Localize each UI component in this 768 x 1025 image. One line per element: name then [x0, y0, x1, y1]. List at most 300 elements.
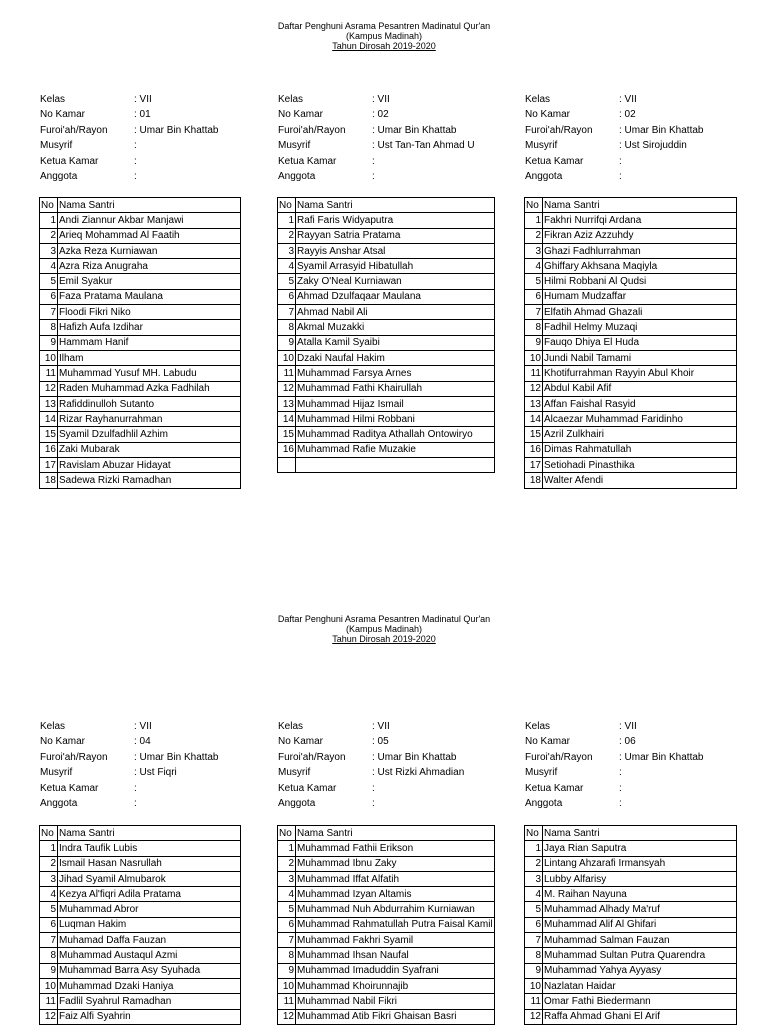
rayon-label: Furoi'ah/Rayon — [40, 751, 108, 763]
kamar-label: No Kamar — [278, 109, 324, 121]
row-number: 3 — [40, 243, 58, 258]
student-name: Syamil Arrasyid Hibatullah — [296, 259, 495, 274]
row-number: 7 — [40, 305, 58, 320]
student-name: Muhammad Farsya Arnes — [296, 366, 495, 381]
table-row — [525, 902, 737, 917]
kamar-value: : 01 — [134, 109, 151, 121]
table-row — [278, 366, 495, 381]
student-table — [39, 197, 241, 489]
table-row — [278, 350, 495, 365]
row-number: 11 — [40, 366, 58, 381]
kelas-label: Kelas — [40, 94, 66, 105]
row-number: 14 — [525, 412, 543, 427]
row-number: 8 — [278, 948, 296, 963]
student-name: Muhammad Atib Fikri Ghaisan Basri — [296, 1009, 495, 1024]
room-block — [278, 92, 498, 184]
musyrif-value: : — [619, 767, 622, 779]
table-row — [278, 228, 495, 243]
musyrif-label: Musyrif — [278, 767, 311, 779]
table-row — [278, 305, 495, 320]
row-number: 3 — [278, 871, 296, 886]
table-row — [525, 1009, 737, 1024]
table-row — [40, 320, 241, 335]
room-block — [525, 719, 745, 811]
ketua-label: Ketua Kamar — [278, 782, 337, 794]
table-row — [40, 871, 241, 886]
room-info — [525, 92, 745, 184]
student-table — [39, 825, 241, 1025]
table-row — [278, 289, 495, 304]
student-name: Jihad Syamil Almubarok — [58, 871, 241, 886]
rayon-label: Furoi'ah/Rayon — [525, 124, 593, 136]
table-header-row — [278, 826, 495, 841]
row-number: 8 — [40, 320, 58, 335]
row-number: 10 — [525, 978, 543, 993]
student-table — [277, 197, 495, 473]
kelas-value: : VII — [372, 94, 390, 105]
table-row — [40, 228, 241, 243]
table-row — [40, 458, 241, 473]
student-name: Omar Fathi Biedermann — [543, 994, 737, 1009]
row-number: 7 — [278, 305, 296, 320]
table-row — [278, 442, 495, 457]
student-name: Elfatih Ahmad Ghazali — [543, 305, 737, 320]
kelas-value: : VII — [372, 721, 390, 732]
row-number: 15 — [525, 427, 543, 442]
row-number: 1 — [278, 841, 296, 856]
row-number: 2 — [525, 228, 543, 243]
table-row — [278, 243, 495, 258]
no-column-header: No — [525, 826, 543, 841]
table-row — [40, 213, 241, 228]
table-row — [40, 887, 241, 902]
student-name: Muhammad Fakhri Syamil — [296, 933, 495, 948]
table-row — [40, 473, 241, 488]
table-row — [278, 994, 495, 1009]
ketua-value: : — [619, 155, 622, 167]
name-column-header: Nama Santri — [543, 826, 737, 841]
table-row — [40, 274, 241, 289]
musyrif-label: Musyrif — [40, 767, 73, 779]
student-name: Floodi Fikri Niko — [58, 305, 241, 320]
table-row — [40, 396, 241, 411]
section-1-header — [0, 21, 768, 51]
header-year: Tahun Dirosah 2019-2020 — [332, 634, 436, 644]
table-row — [525, 427, 737, 442]
table-row — [40, 994, 241, 1009]
student-name: Muhammad Nabil Fikri — [296, 994, 495, 1009]
row-number: 14 — [278, 412, 296, 427]
rayon-value: : Umar Bin Khattab — [134, 751, 219, 763]
student-name: Muhammad Alif Al Ghifari — [543, 917, 737, 932]
ketua-value: : — [372, 782, 375, 794]
student-name: Hilmi Robbani Al Qudsi — [543, 274, 737, 289]
row-number: 16 — [40, 442, 58, 457]
table-row — [40, 1009, 241, 1024]
row-number: 8 — [40, 948, 58, 963]
row-number: 10 — [278, 350, 296, 365]
ketua-label: Ketua Kamar — [40, 155, 99, 167]
table-row — [525, 396, 737, 411]
row-number: 6 — [40, 289, 58, 304]
student-name: Nazlatan Haidar — [543, 978, 737, 993]
table-row — [278, 1009, 495, 1024]
name-column-header: Nama Santri — [296, 198, 495, 213]
kelas-value: : VII — [619, 94, 637, 105]
student-name: Arieq Mohammad Al Faatih — [58, 228, 241, 243]
table-row — [525, 289, 737, 304]
student-name: Abdul Kabil Afif — [543, 381, 737, 396]
row-number: 13 — [278, 396, 296, 411]
row-number: 4 — [278, 887, 296, 902]
room-block — [40, 719, 260, 811]
row-number: 10 — [40, 978, 58, 993]
student-name: Muhammad Austaqul Azmi — [58, 948, 241, 963]
student-name: Muhammad Rafie Muzakie — [296, 442, 495, 457]
musyrif-value: : — [134, 140, 137, 152]
rayon-label: Furoi'ah/Rayon — [40, 124, 108, 136]
row-number: 9 — [40, 335, 58, 350]
row-number: 5 — [40, 902, 58, 917]
student-name: Muhammad Nuh Abdurrahim Kurniawan — [296, 902, 495, 917]
student-name: Fakhri Nurrifqi Ardana — [543, 213, 737, 228]
table-row — [525, 473, 737, 488]
anggota-value: : — [134, 798, 137, 810]
row-number: 12 — [40, 1009, 58, 1024]
row-number: 11 — [525, 366, 543, 381]
musyrif-label: Musyrif — [40, 140, 73, 152]
rayon-value: : Umar Bin Khattab — [134, 124, 219, 136]
kamar-label: No Kamar — [40, 736, 86, 748]
student-name: Rafi Faris Widyaputra — [296, 213, 495, 228]
kelas-label: Kelas — [525, 721, 551, 732]
rayon-label: Furoi'ah/Rayon — [278, 751, 346, 763]
table-row — [278, 396, 495, 411]
musyrif-label: Musyrif — [278, 140, 311, 152]
ketua-label: Ketua Kamar — [525, 782, 584, 794]
student-name: Faiz Alfi Syahrin — [58, 1009, 241, 1024]
kamar-value: : 02 — [619, 109, 636, 121]
student-name: Rayyan Satria Pratama — [296, 228, 495, 243]
anggota-label: Anggota — [278, 798, 316, 810]
student-name: Lubby Alfarisy — [543, 871, 737, 886]
table-row — [278, 381, 495, 396]
rayon-label: Furoi'ah/Rayon — [525, 751, 593, 763]
ketua-label: Ketua Kamar — [525, 155, 584, 167]
student-name: Dzaki Naufal Hakim — [296, 350, 495, 365]
row-number: 18 — [525, 473, 543, 488]
student-name: Ilham — [58, 350, 241, 365]
table-row — [525, 335, 737, 350]
table-row — [525, 350, 737, 365]
ketua-value: : — [619, 782, 622, 794]
student-name: Azra Riza Anugraha — [58, 259, 241, 274]
row-number: 7 — [278, 933, 296, 948]
row-number: 2 — [278, 228, 296, 243]
row-number: 7 — [40, 933, 58, 948]
row-number: 6 — [525, 289, 543, 304]
student-name: Atalla Kamil Syaibi — [296, 335, 495, 350]
musyrif-value: : Ust Fiqri — [134, 767, 177, 779]
table-row — [40, 841, 241, 856]
table-row — [40, 963, 241, 978]
row-number: 8 — [525, 948, 543, 963]
row-number: 8 — [525, 320, 543, 335]
student-name: Affan Faishal Rasyid — [543, 396, 737, 411]
kamar-label: No Kamar — [525, 736, 571, 748]
kamar-label: No Kamar — [40, 109, 86, 121]
row-number: 12 — [525, 1009, 543, 1024]
row-number: 1 — [525, 213, 543, 228]
student-name: Muhammad Barra Asy Syuhada — [58, 963, 241, 978]
student-name: Muhammad Iffat Alfatih — [296, 871, 495, 886]
ketua-value: : — [134, 155, 137, 167]
table-row — [40, 350, 241, 365]
table-row — [40, 259, 241, 274]
table-row — [278, 917, 495, 932]
rayon-value: : Umar Bin Khattab — [372, 751, 457, 763]
header-title: Daftar Penghuni Asrama Pesantren Madinatul Qur'an — [277, 21, 491, 31]
ketua-value: : — [134, 782, 137, 794]
ketua-label: Ketua Kamar — [278, 155, 337, 167]
anggota-label: Anggota — [525, 171, 563, 183]
table-row — [278, 335, 495, 350]
section-2-header — [0, 614, 768, 644]
row-number: 6 — [525, 917, 543, 932]
row-number: 6 — [40, 917, 58, 932]
student-name: Rizar Rayhanurrahman — [58, 412, 241, 427]
musyrif-value: : Ust Tan-Tan Ahmad U — [372, 140, 475, 152]
student-name: Muhammad Raditya Athallah Ontowiryo — [296, 427, 495, 442]
table-row — [278, 887, 495, 902]
kamar-label: No Kamar — [278, 736, 324, 748]
row-number: 11 — [525, 994, 543, 1009]
row-number: 1 — [40, 213, 58, 228]
room-block — [278, 719, 498, 811]
table-row — [40, 366, 241, 381]
room-info — [278, 719, 498, 811]
table-row — [40, 902, 241, 917]
row-number: 9 — [525, 335, 543, 350]
anggota-label: Anggota — [525, 798, 563, 810]
student-name: Muhammad Yusuf MH. Labudu — [58, 366, 241, 381]
row-number: 2 — [278, 856, 296, 871]
kelas-label: Kelas — [40, 721, 66, 732]
student-name: Muhammad Yahya Ayyasy — [543, 963, 737, 978]
anggota-value: : — [372, 171, 375, 183]
row-number: 15 — [40, 427, 58, 442]
row-number: 10 — [40, 350, 58, 365]
row-number: 1 — [40, 841, 58, 856]
table-row — [40, 305, 241, 320]
musyrif-label: Musyrif — [525, 767, 558, 779]
student-name: Muhammad Alhady Ma'ruf — [543, 902, 737, 917]
table-row — [525, 871, 737, 886]
table-row — [278, 841, 495, 856]
student-name: Muhammad Ibnu Zaky — [296, 856, 495, 871]
row-number: 9 — [278, 335, 296, 350]
header-year: Tahun Dirosah 2019-2020 — [332, 41, 436, 51]
row-number: 11 — [40, 994, 58, 1009]
room-info — [525, 719, 745, 811]
row-number: 2 — [40, 228, 58, 243]
table-row — [278, 259, 495, 274]
name-column-header: Nama Santri — [296, 826, 495, 841]
row-number: 11 — [278, 994, 296, 1009]
row-number: 11 — [278, 366, 296, 381]
table-row — [525, 994, 737, 1009]
student-name: Hafizh Aufa Izdihar — [58, 320, 241, 335]
student-name: Muhammad Hilmi Robbani — [296, 412, 495, 427]
anggota-value: : — [372, 798, 375, 810]
row-number: 3 — [278, 243, 296, 258]
student-name: Muhammad Izyan Altamis — [296, 887, 495, 902]
room-info — [40, 719, 260, 811]
room-block — [525, 92, 745, 184]
kelas-value: : VII — [134, 94, 152, 105]
table-row — [525, 213, 737, 228]
student-name: Muhammad Rahmatullah Putra Faisal Kamil — [296, 917, 495, 932]
student-name: Ahmad Dzulfaqaar Maulana — [296, 289, 495, 304]
table-row — [525, 841, 737, 856]
table-row — [40, 427, 241, 442]
table-row — [40, 381, 241, 396]
student-name: Muhammad Salman Fauzan — [543, 933, 737, 948]
student-name: Muhammad Hijaz Ismail — [296, 396, 495, 411]
musyrif-value: : Ust Sirojuddin — [619, 140, 687, 152]
table-row — [525, 917, 737, 932]
student-name: Muhammad Abror — [58, 902, 241, 917]
student-name: Ismail Hasan Nasrullah — [58, 856, 241, 871]
row-number: 4 — [40, 887, 58, 902]
student-name: Ghazi Fadhlurrahman — [543, 243, 737, 258]
row-number: 5 — [278, 274, 296, 289]
row-number: 13 — [525, 396, 543, 411]
kelas-label: Kelas — [525, 94, 551, 105]
kamar-value: : 06 — [619, 736, 636, 748]
student-table — [277, 825, 495, 1025]
student-name: Muhammad Imaduddin Syafrani — [296, 963, 495, 978]
header-campus: (Kampus Madinah) — [345, 624, 423, 634]
student-name: Raden Muhammad Azka Fadhilah — [58, 381, 241, 396]
table-row — [525, 243, 737, 258]
table-row — [525, 963, 737, 978]
table-row — [525, 856, 737, 871]
row-number: 10 — [525, 350, 543, 365]
table-row — [40, 289, 241, 304]
kamar-value: : 05 — [372, 736, 389, 748]
student-name: Walter Afendi — [543, 473, 737, 488]
anggota-label: Anggota — [40, 171, 78, 183]
row-number: 6 — [278, 289, 296, 304]
table-row — [278, 320, 495, 335]
student-name: Faza Pratama Maulana — [58, 289, 241, 304]
kamar-value: : 04 — [134, 736, 151, 748]
student-name: Alcaezar Muhammad Faridinho — [543, 412, 737, 427]
row-number: 16 — [525, 442, 543, 457]
row-number: 6 — [278, 917, 296, 932]
row-number: 18 — [40, 473, 58, 488]
room-info — [40, 92, 260, 184]
name-column-header: Nama Santri — [543, 198, 737, 213]
student-name: Ravislam Abuzar Hidayat — [58, 458, 241, 473]
header-campus: (Kampus Madinah) — [345, 31, 423, 41]
student-name: Ahmad Nabil Ali — [296, 305, 495, 320]
row-number: 4 — [278, 259, 296, 274]
row-number: 4 — [525, 259, 543, 274]
student-name: Raffa Ahmad Ghani El Arif — [543, 1009, 737, 1024]
student-name: Rayyis Anshar Atsal — [296, 243, 495, 258]
table-header-row — [525, 826, 737, 841]
room-block — [40, 92, 260, 184]
name-column-header: Nama Santri — [58, 198, 241, 213]
ketua-label: Ketua Kamar — [40, 782, 99, 794]
row-number: 5 — [278, 902, 296, 917]
table-row — [40, 335, 241, 350]
table-header-row — [40, 198, 241, 213]
row-number: 1 — [278, 213, 296, 228]
student-name: Emil Syakur — [58, 274, 241, 289]
row-number: 9 — [525, 963, 543, 978]
row-number: 3 — [40, 871, 58, 886]
rayon-value: : Umar Bin Khattab — [619, 124, 704, 136]
table-row — [525, 259, 737, 274]
table-row — [40, 243, 241, 258]
row-number: 8 — [278, 320, 296, 335]
student-name: Azril Zulkhairi — [543, 427, 737, 442]
row-number: 4 — [40, 259, 58, 274]
student-name: Muhammad Khoirunnajib — [296, 978, 495, 993]
student-name: Humam Mudzaffar — [543, 289, 737, 304]
table-row-empty — [278, 458, 495, 473]
rayon-value: : Umar Bin Khattab — [619, 751, 704, 763]
table-row — [278, 978, 495, 993]
student-name: Setiohadi Pinasthika — [543, 458, 737, 473]
student-name: Azka Reza Kurniawan — [58, 243, 241, 258]
student-name: Lintang Ahzarafi Irmansyah — [543, 856, 737, 871]
kelas-label: Kelas — [278, 721, 304, 732]
row-number — [278, 458, 296, 473]
ketua-value: : — [372, 155, 375, 167]
student-name: Fikran Aziz Azzuhdy — [543, 228, 737, 243]
table-row — [525, 320, 737, 335]
table-row — [278, 213, 495, 228]
row-number: 14 — [40, 412, 58, 427]
table-header-row — [525, 198, 737, 213]
table-row — [525, 978, 737, 993]
row-number: 1 — [525, 841, 543, 856]
student-name: Akmal Muzakki — [296, 320, 495, 335]
table-row — [40, 978, 241, 993]
student-name: Muhammad Dzaki Haniya — [58, 978, 241, 993]
student-name: Zaky O'Neal Kurniawan — [296, 274, 495, 289]
student-name: Muhamad Daffa Fauzan — [58, 933, 241, 948]
table-row — [525, 887, 737, 902]
row-number: 12 — [278, 1009, 296, 1024]
row-number: 15 — [278, 427, 296, 442]
no-column-header: No — [525, 198, 543, 213]
student-name — [296, 458, 495, 473]
anggota-label: Anggota — [40, 798, 78, 810]
table-row — [525, 948, 737, 963]
student-name: Kezya Al'fiqri Adila Pratama — [58, 887, 241, 902]
student-name: Luqman Hakim — [58, 917, 241, 932]
row-number: 13 — [40, 396, 58, 411]
row-number: 17 — [40, 458, 58, 473]
table-row — [525, 366, 737, 381]
name-column-header: Nama Santri — [58, 826, 241, 841]
table-row — [278, 274, 495, 289]
